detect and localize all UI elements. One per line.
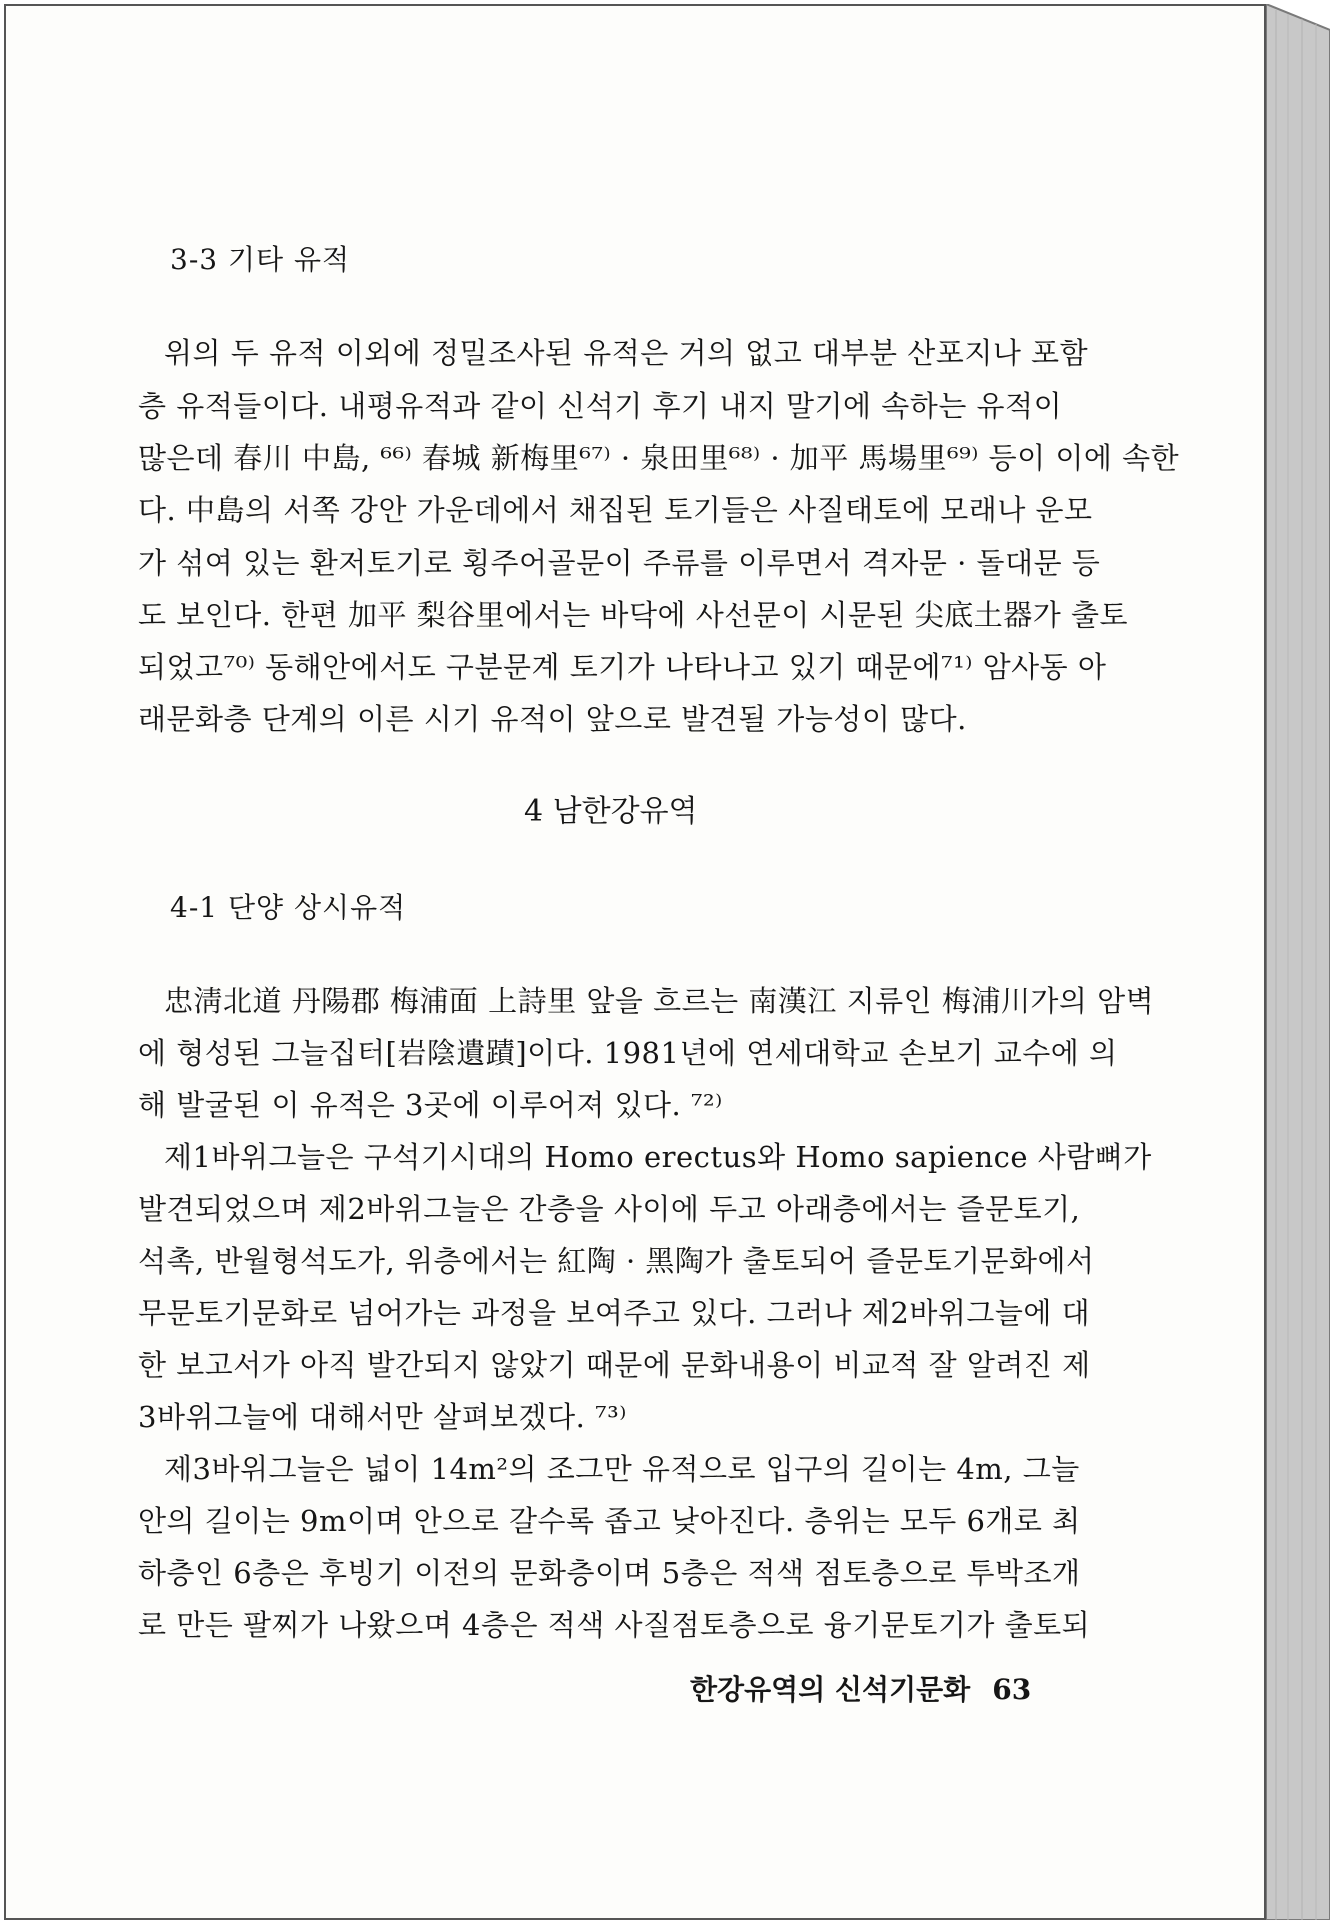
text-line: 무문토기문화로 넘어가는 과정을 보여주고 있다. 그러나 제2바위그늘에 대 [138, 1296, 1091, 1330]
text-line: 3바위그늘에 대해서만 살펴보겠다. ⁷³⁾ [138, 1400, 627, 1434]
page-edge-stack [1266, 4, 1330, 1920]
text-line: 하층인 6층은 후빙기 이전의 문화층이며 5층은 적색 점토층으로 투박조개 [138, 1556, 1081, 1590]
section-3-3-heading: 3-3 기타 유적 [170, 243, 351, 276]
page-number: 63 [992, 1673, 1032, 1706]
text-line: 층 유적들이다. 내평유적과 같이 신석기 후기 내지 말기에 속하는 유적이 [138, 389, 1063, 423]
text-line: 해 발굴된 이 유적은 3곳에 이루어져 있다. ⁷²⁾ [138, 1088, 723, 1122]
text-line: 忠淸北道 丹陽郡 梅浦面 上詩里 앞을 흐르는 南漢江 지류인 梅浦川가의 암벽 [164, 984, 1155, 1018]
text-line: 석촉, 반월형석도가, 위층에서는 紅陶 · 黑陶가 출토되어 즐문토기문화에서 [138, 1244, 1095, 1278]
text-line: 다. 中島의 서쪽 강안 가운데에서 채집된 토기들은 사질태토에 모래나 운모 [138, 493, 1093, 527]
text-line: 로 만든 팔찌가 나왔으며 4층은 적색 사질점토층으로 융기문토기가 출토되 [138, 1608, 1091, 1642]
running-title: 한강유역의 신석기문화 [690, 1673, 971, 1706]
text-line: 에 형성된 그늘집터[岩陰遺蹟]이다. 1981년에 연세대학교 손보기 교수에 의 [138, 1036, 1118, 1070]
text-line: 안의 길이는 9m이며 안으로 갈수록 좁고 낮아진다. 층위는 모두 6개로 최 [138, 1504, 1081, 1538]
text-line: 제3바위그늘은 넓이 14m²의 조그만 유적으로 입구의 길이는 4m, 그늘 [164, 1452, 1080, 1486]
text-line: 제1바위그늘은 구석기시대의 Homo erectus와 Homo sapience 사람뼈가 [164, 1140, 1152, 1174]
page-footer [690, 1668, 1031, 1708]
section-4-1-heading: 4-1 단양 상시유적 [170, 891, 407, 924]
text-line: 래문화층 단계의 이른 시기 유적이 앞으로 발견될 가능성이 많다. [138, 702, 967, 736]
section-4-heading: 4 남한강유역 [524, 794, 698, 829]
text-line: 많은데 春川 中島, ⁶⁶⁾ 春城 新梅里⁶⁷⁾ · 泉田里⁶⁸⁾ · 加平 馬場里⁶⁹⁾ 등이 이에 속한 [138, 441, 1180, 475]
text-line: 도 보인다. 한편 加平 梨谷里에서는 바닥에 사선문이 시문된 尖底土器가 출토 [138, 598, 1128, 632]
text-line: 위의 두 유적 이외에 정밀조사된 유적은 거의 없고 대부분 산포지나 포함 [164, 336, 1089, 370]
text-line: 발견되었으며 제2바위그늘은 간층을 사이에 두고 아래층에서는 즐문토기, [138, 1192, 1081, 1226]
text-line: 가 섞여 있는 환저토기로 횡주어골문이 주류를 이루면서 격자문 · 돌대문 등 [138, 546, 1101, 580]
text-line: 한 보고서가 아직 발간되지 않았기 때문에 문화내용이 비교적 잘 알려진 제 [138, 1348, 1091, 1382]
text-line: 되었고⁷⁰⁾ 동해안에서도 구분문계 토기가 나타나고 있기 때문에⁷¹⁾ 암사동 아 [138, 650, 1107, 684]
